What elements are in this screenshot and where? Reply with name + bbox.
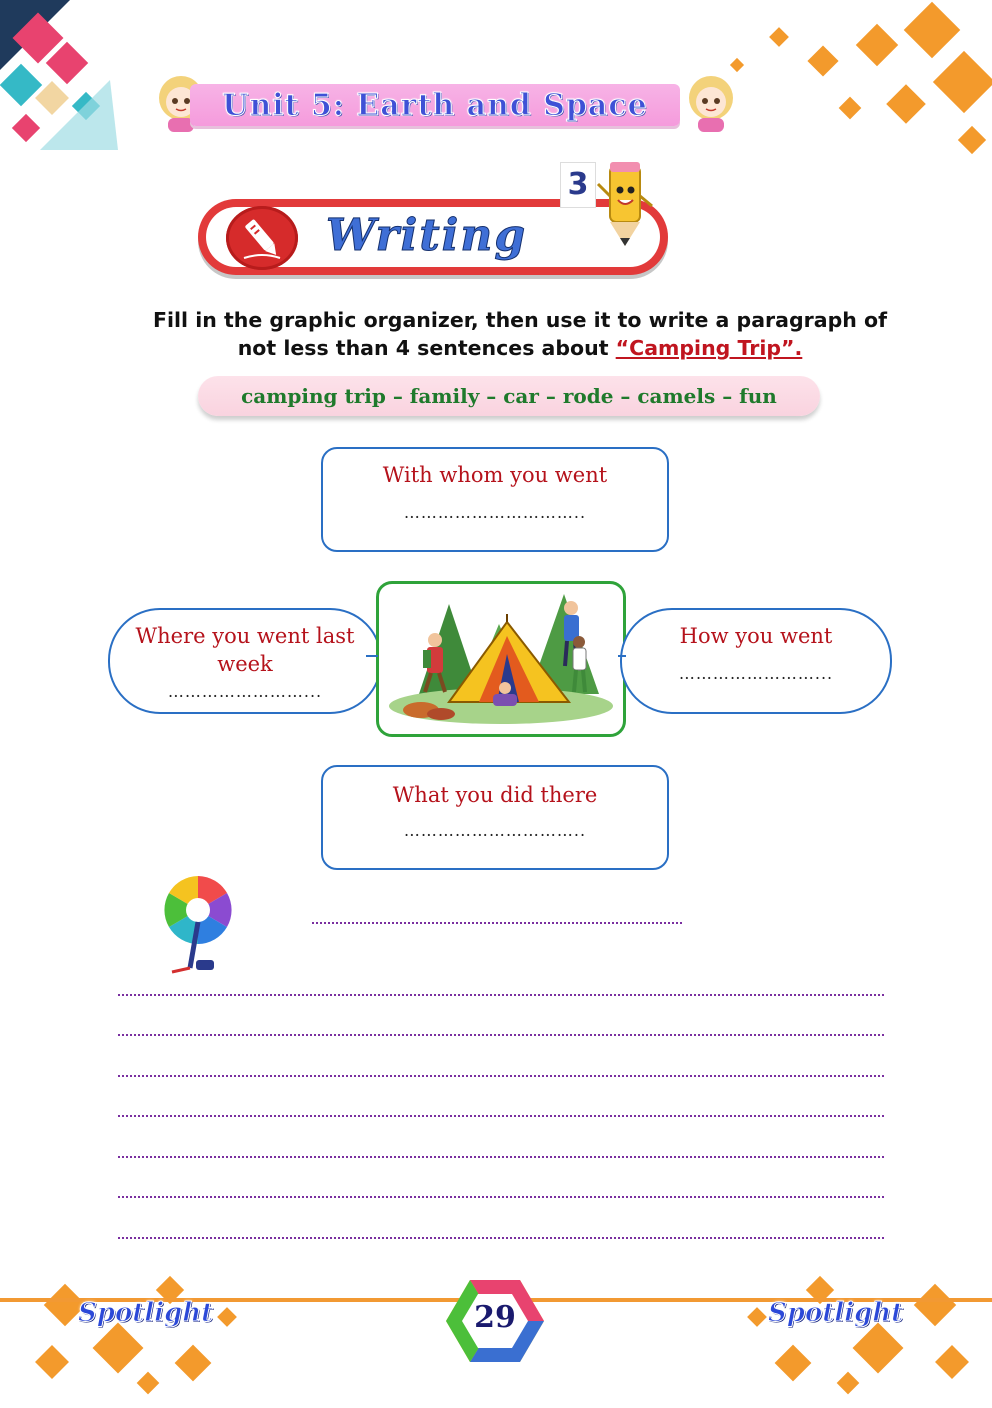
connector-left: [366, 655, 378, 657]
write-line[interactable]: [118, 1117, 888, 1158]
title-write-line[interactable]: [312, 922, 682, 924]
topic-link: “Camping Trip”.: [615, 336, 803, 360]
write-line[interactable]: [118, 1158, 888, 1199]
camping-scene-image: [376, 581, 626, 737]
write-line[interactable]: [118, 1036, 888, 1077]
corner-decoration-bottom-right: [720, 1270, 982, 1403]
girl-mascot-right: [680, 70, 742, 134]
organizer-box-where[interactable]: [108, 608, 382, 714]
unit-title: Unit 5: Earth and Space: [222, 87, 648, 123]
organizer-label-with-whom: With whom you went: [382, 463, 608, 487]
write-line[interactable]: [118, 955, 888, 996]
section-title: Writing: [326, 210, 528, 261]
unit-banner: [190, 84, 680, 126]
brand-logo-right: Spotlight: [768, 1298, 904, 1328]
instructions: [100, 306, 940, 362]
organizer-blank-where[interactable]: ……………………...: [167, 682, 323, 701]
organizer-box-with-whom[interactable]: [321, 447, 669, 552]
word-bank: [198, 376, 820, 416]
pencil-mascot-icon: [596, 156, 656, 252]
organizer-label-where: Where you went last week: [135, 624, 355, 676]
brand-logo-left: Spotlight: [78, 1298, 214, 1328]
word-bank-text: camping trip – family – car – rode – camels – fun: [241, 384, 777, 408]
write-line[interactable]: [118, 1198, 888, 1239]
write-line[interactable]: [118, 996, 888, 1037]
corner-decoration-bottom-left: [20, 1270, 260, 1403]
instructions-line-2-text: not less than 4 sentences about: [237, 336, 616, 360]
paragraph-lines: [118, 955, 888, 1239]
corner-decoration-top-left: [0, 0, 120, 160]
organizer-blank-what[interactable]: …………………………..: [403, 821, 587, 840]
organizer-label-how: How you went: [679, 624, 833, 648]
instructions-line-1: Fill in the graphic organizer, then use it to write a paragraph of: [152, 308, 887, 332]
corner-decoration-top-right: [712, 0, 992, 170]
connector-right: [618, 655, 626, 657]
organizer-blank-how[interactable]: ……………………...: [678, 664, 834, 683]
organizer-label-what: What you did there: [392, 783, 598, 807]
organizer-box-what[interactable]: [321, 765, 669, 870]
write-line[interactable]: [118, 1077, 888, 1118]
instructions-line-2: [100, 334, 940, 362]
organizer-box-how[interactable]: [620, 608, 892, 714]
pen-icon: [226, 206, 298, 270]
organizer-blank-with-whom[interactable]: …………………………..: [403, 503, 587, 522]
page-number: 29: [474, 1300, 516, 1335]
section-number: 3: [560, 162, 596, 208]
